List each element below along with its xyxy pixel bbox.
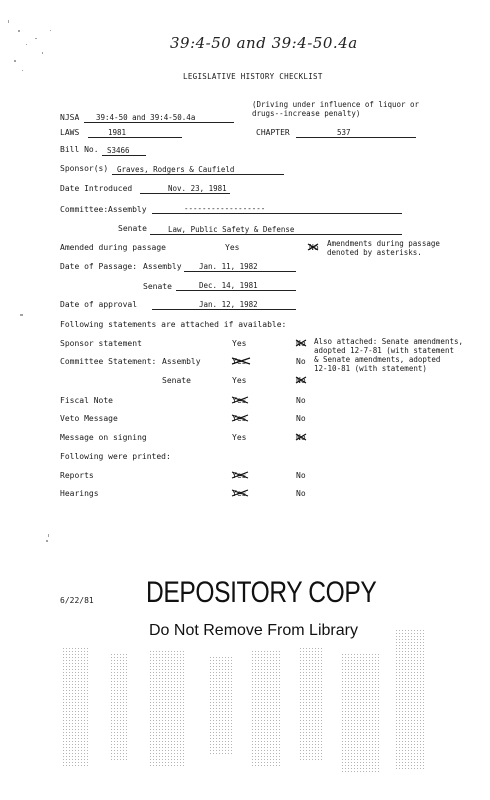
veto-message-label: Veto Message xyxy=(60,414,118,423)
veto-message-yes: Yes xyxy=(232,414,247,423)
veto-message-no: No xyxy=(296,414,306,423)
hearings-label: Hearings xyxy=(60,489,99,498)
njsa-value: 39:4-50 and 39:4-50.4a xyxy=(96,113,196,122)
page-title: LEGISLATIVE HISTORY CHECKLIST xyxy=(183,72,323,81)
passage-senate-label: Senate xyxy=(143,282,172,291)
committee-statement-senate-yes: Yes xyxy=(232,376,247,385)
also-attached-3: & Senate amendments, adopted xyxy=(314,355,441,364)
hearings-no: No xyxy=(296,489,306,498)
message-signing-yes: Yes xyxy=(232,433,247,442)
amended-note-1: Amendments during passage xyxy=(327,239,440,248)
fiscal-note-yes: Yes xyxy=(232,396,247,405)
sponsor-statement-yes: Yes xyxy=(232,339,247,348)
committee-senate-value: Law, Public Safety & Defense xyxy=(168,225,295,234)
also-attached-2: adopted 12-7-81 (with statement xyxy=(314,346,454,355)
reports-no: No xyxy=(296,471,306,480)
message-signing-no: No xyxy=(296,433,306,442)
laws-label: LAWS xyxy=(60,128,80,137)
approval-value: Jan. 12, 1982 xyxy=(199,300,258,309)
committee-statement-assembly-no: No xyxy=(296,357,306,366)
committee-assembly-label: Assembly xyxy=(108,205,147,214)
fiscal-note-label: Fiscal Note xyxy=(60,396,113,405)
sponsor-statement-label: Sponsor statement xyxy=(60,339,142,348)
fiscal-note-no: No xyxy=(296,396,306,405)
laws-value: 1981 xyxy=(108,128,127,137)
committee-statement-assembly-label: Assembly xyxy=(162,357,201,366)
also-attached-4: 12-10-81 (with statement) xyxy=(314,364,427,373)
committee-senate-label: Senate xyxy=(118,224,147,233)
passage-senate-value: Dec. 14, 1981 xyxy=(199,281,258,290)
stamp-do-not-remove: Do Not Remove From Library xyxy=(149,622,358,639)
committee-statement-senate-label: Senate xyxy=(162,376,191,385)
sponsors-value: Graves, Rodgers & Caufield xyxy=(117,165,235,174)
njsa-label: NJSA xyxy=(60,113,80,122)
amended-yes: Yes xyxy=(225,243,240,252)
chapter-value: 537 xyxy=(337,128,351,137)
stamp-depository-copy: DEPOSITORY COPY xyxy=(146,576,377,609)
reports-yes: Yes xyxy=(232,471,247,480)
amended-label: Amended during passage xyxy=(60,243,166,252)
description-line-2: drugs--increase penalty) xyxy=(252,109,361,118)
reports-label: Reports xyxy=(60,471,94,480)
sponsors-label: Sponsor(s) xyxy=(60,164,109,173)
date-introduced-label: Date Introduced xyxy=(60,184,133,193)
committee-label: Committee: xyxy=(60,205,109,214)
also-attached-1: Also attached: Senate amendments, xyxy=(314,337,464,346)
passage-assembly-value: Jan. 11, 1982 xyxy=(199,262,258,271)
committee-statement-assembly-yes: Yes xyxy=(232,357,247,366)
printed-header: Following were printed: xyxy=(60,452,171,461)
description-line-1: (Driving under influence of liquor or xyxy=(252,100,420,109)
passage-assembly-label: Assembly xyxy=(143,262,182,271)
chapter-label: CHAPTER xyxy=(256,128,290,137)
message-signing-label: Message on signing xyxy=(60,433,147,442)
bill-label: Bill No. xyxy=(60,145,99,154)
sponsor-statement-no: No xyxy=(296,339,306,348)
hearings-yes: Yes xyxy=(232,489,247,498)
amended-note-2: denoted by asterisks. xyxy=(327,248,422,257)
form-date: 6/22/81 xyxy=(60,596,94,605)
committee-statement-senate-no: No xyxy=(296,376,306,385)
date-introduced-value: Nov. 23, 1981 xyxy=(168,184,227,193)
handwritten-header: 39:4-50 and 39:4-50.4a xyxy=(170,34,358,52)
bill-value: S3466 xyxy=(107,146,130,155)
passage-label: Date of Passage: xyxy=(60,262,138,271)
committee-assembly-value: ------------------ xyxy=(184,204,266,213)
amended-no: No xyxy=(309,243,319,252)
approval-label: Date of approval xyxy=(60,300,138,309)
attached-header: Following statements are attached if available: xyxy=(60,320,287,329)
committee-statement-label: Committee Statement: xyxy=(60,357,157,366)
